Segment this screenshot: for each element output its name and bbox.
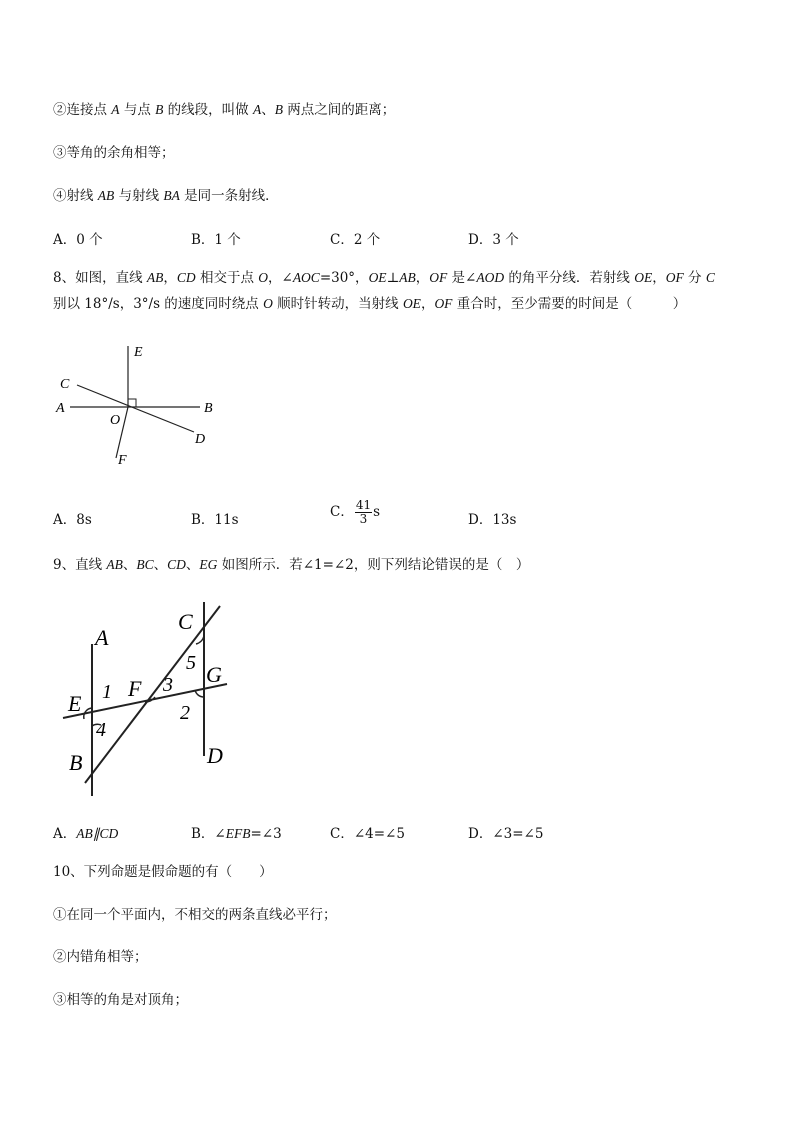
- label-a: A: [56, 401, 65, 416]
- q9-option-a[interactable]: A．AB∥CD: [53, 826, 119, 842]
- q10-item-2: ②内错角相等；: [53, 949, 148, 965]
- label-e: E: [68, 691, 82, 716]
- q9-options: [53, 822, 613, 844]
- fraction-41-3: $\frac{41}{3}$: [355, 498, 372, 526]
- q8-options: [53, 498, 613, 534]
- label-f: F: [128, 676, 142, 701]
- q9-stem: 9、直线 AB、BC、CD、EG 如图所示．若∠1=∠2，则下列结论错误的是（ ）: [53, 557, 530, 573]
- label-d: D: [195, 432, 206, 447]
- q7-options: [53, 228, 613, 250]
- q8-option-d[interactable]: D．13s: [468, 512, 517, 528]
- label-d: D: [207, 743, 223, 768]
- q8-stem-line2: 别以 18°/s，3°/s 的速度同时绕点 O 顺时针转动，当射线 OE，OF 重合时，至少需要的时间是（ ）: [53, 296, 687, 312]
- q10-item-3: ③相等的角是对顶角；: [53, 992, 188, 1008]
- angle-label-4: 4: [96, 719, 106, 741]
- q8-option-b[interactable]: B．11s: [191, 512, 239, 528]
- q7-option-c[interactable]: C．2 个: [330, 232, 381, 248]
- label-a: A: [95, 625, 109, 650]
- label-o: O: [110, 413, 121, 428]
- angle-label-1: 1: [102, 681, 112, 703]
- q9-option-b[interactable]: B．∠EFB=∠3: [191, 826, 282, 842]
- q10-stem: 10、下列命题是假命题的有（ ）: [53, 864, 273, 880]
- q8-option-c[interactable]: C． $\frac{41}{3}$ s: [330, 498, 381, 526]
- label-g: G: [206, 662, 222, 687]
- label-b: B: [204, 401, 213, 416]
- statement-4: ④射线 AB 与射线 BA 是同一条射线．: [53, 188, 279, 204]
- label-c: C: [60, 377, 70, 392]
- q8-option-a[interactable]: A．8s: [53, 512, 92, 528]
- angle-label-2: 2: [180, 702, 190, 724]
- line-cd: [77, 385, 194, 432]
- statement-2: ②连接点 A 与点 B 的线段，叫做 A、B 两点之间的距离；: [53, 102, 396, 118]
- statement-3: ③等角的余角相等；: [53, 145, 175, 161]
- label-b: B: [69, 750, 83, 775]
- q9-option-d[interactable]: D．∠3=∠5: [468, 826, 544, 842]
- q8-figure: [50, 340, 230, 470]
- q7-option-a[interactable]: A．0 个: [53, 232, 103, 248]
- q7-option-b[interactable]: B．1 个: [191, 232, 241, 248]
- angle-label-5: 5: [186, 652, 196, 674]
- q9-figure: [55, 598, 240, 803]
- label-e: E: [134, 345, 143, 360]
- line-eg: [63, 684, 227, 718]
- q8-stem-line1: 8、如图，直线 AB，CD 相交于点 O，∠AOC=30°，OE⊥AB，OF 是∠AOD 的角平分线．若射线 OE，OF 分 C: [53, 270, 715, 286]
- q9-option-c[interactable]: C．∠4=∠5: [330, 826, 405, 842]
- q10-item-1: ①在同一个平面内，不相交的两条直线必平行；: [53, 907, 337, 923]
- q7-option-d[interactable]: D．3 个: [468, 232, 519, 248]
- angle-label-3: 3: [163, 674, 173, 696]
- label-c: C: [178, 609, 193, 634]
- label-f: F: [118, 453, 127, 468]
